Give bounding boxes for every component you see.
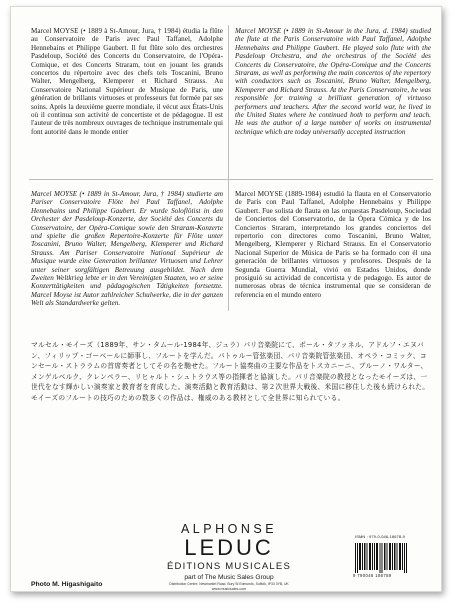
barcode-digits: 9 790046 186789 bbox=[353, 573, 392, 578]
biography-japanese-text: マルセル・モイーズ（1889年、サン・タムール-1984年、ジュラ）パリ音楽院にて、ポール・タファネル、アドルフ・エヌバン、フィリップ・ゴーベールに師事し、フルートを学んだ。パトゥルー管弦楽団、パリ音楽院管弦楽団、オペラ・コミック、コンセール・ストララムの首席奏者としてその名を馳せた。フルート協奏曲の主要な作品をトスカニーニ、ブルーノ・ワルター、メンゲルベルク、クレンペラー、リヒャルト・シュトラウス等の指揮者と協演した。パリ音楽院の教授となったモイーズは、一世代をなす輝かしい演奏家と教育者を育成した。演奏活動と教育活動は、第２次世界大戦後、米国に移住した後も続けられた。モイーズのフルートの技巧のための数多くの作品は、権威のある教材として全世界に知られている。 bbox=[31, 341, 430, 402]
biography-japanese bbox=[31, 340, 433, 404]
biography-german-text: Marcel MOYSE (• 1889 in St-Amour, Jura, † 1984) studierte am Pariser Conservatoire Flöte bei Paul Taffanel, Adolphe Hennebains und Philippe Gaubert. Er wurde Soloflötist in den Orchester der Pasdeloup-Konzerte, der Société des Concerts du Conservatoire, der Opéra-Comique sowie den Straram-Konzerte und spielte die großen Repertoire-Konzerte für Flöte unter Toscanini, Bruno Walter, Mengelberg, Klemperer und Richard Strauss. Am Pariser Conservatoire National Supérieur de Musique wurde eine Generation brillanter Virtuosen und Lehrer unter seiner sorgfältigen Betreuung ausgebildet. Nach dem Zweiten Weltkrieg lebte er in den Vereinigten Staaten, wo er seine Konzerttätigkeiten und pädagogischen Tätigkeiten fortsetzte. Marcel Moyse ist Autor zahlreicher Schulwerke, die in der ganzen Welt als Standardwerke gelten. bbox=[31, 190, 223, 308]
biography-spanish bbox=[235, 190, 431, 299]
biography-french-text: Marcel MOYSE (• 1889 à St-Amour, Jura, † 1984) étudia la flûte au Conservatoire de Paris avec Paul Taffanel, Adolphe Hennebains et Philippe Gaubert. Il fut flûte solo des orchestres Pasdeloup, Société des Concerts du Conservatoire, de l'Opéra-Comique, et des Concerts Straram, tout en jouant les grands concertos du répertoire avec des chefs tels Toscanini, Bruno Walter, Mengelberg, Klemperer et Richard Strauss. Au Conservatoire National Supérieur de Musique de Paris, une génération de brillants virtuoses et professeurs fut formée par ses soins. Après la deuxième guerre mondiale, il vécut aux États-Unis où il continua son activité de concertiste et de pédagogue. Il est l'auteur de très nombreux ouvrages de technique instrumentale qui font autorité dans le monde entier bbox=[31, 27, 223, 136]
publisher-name-line1: ALPHONSE bbox=[180, 522, 278, 536]
biography-spanish-text: Marcel MOYSE (1889-1984) estudió la flauta en el Conservatorio de París con Paul Taffanel, Adolphe Hennebains y Philippe Gaubert. Fue solista de flauta en las orquestas Pasdeloup, Sociedad de Conciertos del Conservatorio, de la Ópera Cómica y de los Conciertos Straram, interpretando los grandes conciertos del repertorio con directores como Toscanini, Bruno Walter, Mengelberg, Klemperer y Richard Strauss. En el Conservatorio Nacional Superior de Música de Paris se ha formado con él una generación de brillantes virtuosos y profesores. Después de la Segunda Guerra Mundial, vivió en Estados Unidos, donde prosiguió su actividad de concertista y de pedagogo. Es autor de numerosas obras de técnica instrumental que se consideran de referencia en el mundo entero bbox=[235, 190, 431, 299]
publisher-address: Distribution Centre, Newmarket Road, Bury St Edmunds, Suffolk, IP33 3YB, UK bbox=[169, 582, 289, 586]
ismn-number: ISMN : 979-0-046-18678-9 bbox=[355, 534, 405, 539]
biography-english-text: Marcel MOYSE (• 1889 in St-Amour in the Jura, d. 1984) studied the flute at the Paris Conservatoire with Paul Taffanel, Adolphe Hennebains and Philippe Gaubert. He played solo flute with the Pasdeloup Orchestra, and the orchestras of the Société des Concerts du Conservatoire, the Opéra-Comique and the Concerts Straram, as well as performing the main concertos of the repertory with conductors such as Toscanini, Bruno Walter, Mengelberg, Klemperer and Richard Strauss. At the Paris Conservatoire, he was responsible for training a brilliant generation of virtuoso performers and teachers. After the second world war, he lived in the United States where he continued both to perform and teach. He was the author of a large number of works on instrumental technique which are today universally accepted instruction bbox=[235, 27, 431, 136]
biography-english bbox=[235, 27, 431, 136]
photo-credit: Photo M. Higashigaito bbox=[31, 581, 103, 588]
publisher-logo bbox=[129, 522, 329, 591]
publisher-editions: ÉDITIONS MUSICALES bbox=[166, 561, 291, 572]
barcode-icon bbox=[355, 543, 407, 573]
biography-french bbox=[31, 27, 223, 136]
back-cover-page bbox=[10, 6, 442, 592]
biography-german bbox=[31, 190, 223, 308]
publisher-name-line2: LEDUC bbox=[184, 535, 274, 560]
publisher-website: www.musicsales.com bbox=[211, 587, 247, 591]
horizontal-divider bbox=[29, 179, 433, 180]
vertical-divider bbox=[228, 25, 229, 311]
publisher-group: part of The Music Sales Group bbox=[184, 574, 274, 581]
